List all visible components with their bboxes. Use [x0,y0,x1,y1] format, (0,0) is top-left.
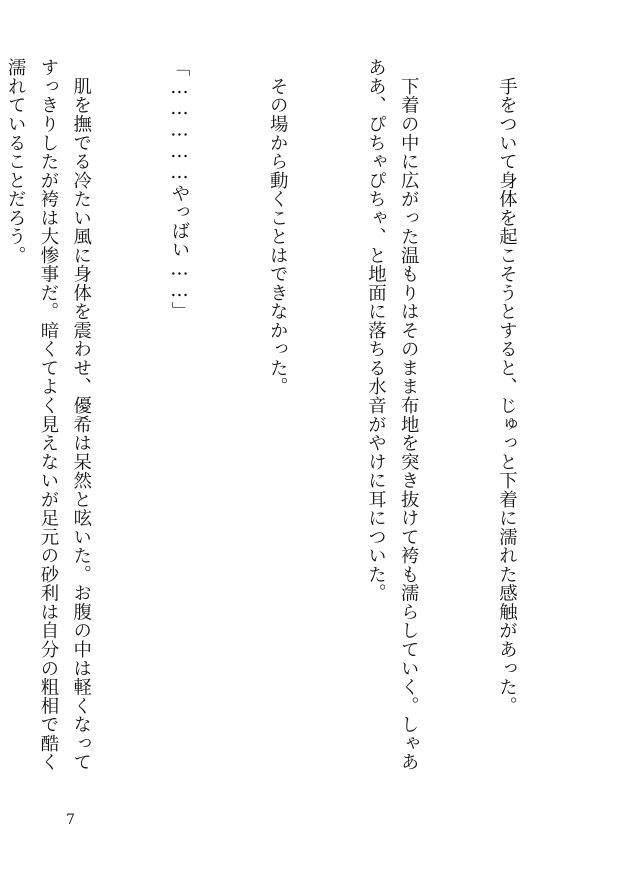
paragraph: その場から動くことはできなかった。 [267,58,289,396]
paragraph: 手をついて身体を起こそうとすると、じゅっと下着に濡れた感触があった。 [496,58,518,715]
paragraph: 下着の中に広がった温もりはそのまま布地を突き抜けて袴も濡らしていく。しゃあああ、ぴちゃぴちゃ、と地面に落ちる水音がやけに耳についた。 [365,58,420,772]
paragraph: 肌を撫でる冷たい風に身体を震わせ、優希は呆然と呟いた。お腹の中は軽くなってすっきりしたが袴は大惨事だ。暗くてよく見えないが足元の砂利は自分の粗相で酷く濡れていることだろう。 [5,58,92,772]
page-number: 7 [66,812,75,828]
dialogue-line: 「……………やっばい……」 [169,58,190,321]
vertical-text-body [5,58,588,788]
